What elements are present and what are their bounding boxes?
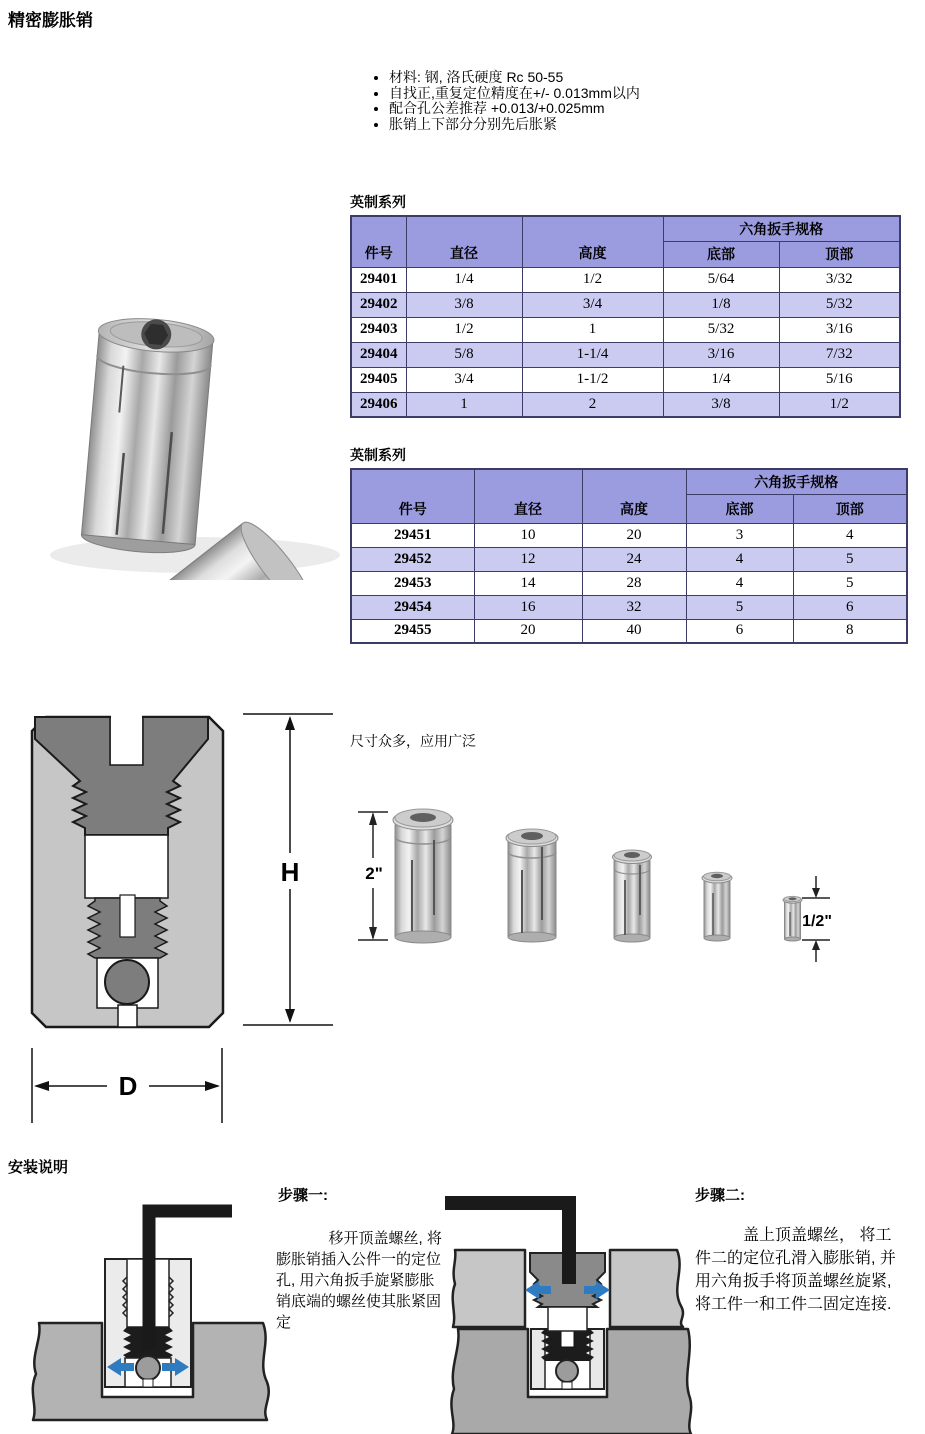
bottom-slit [118, 1005, 137, 1027]
col-header-diameter: 直径 [474, 469, 582, 523]
spec-item: • 胀销上下部分分别先后胀紧 [389, 117, 640, 133]
cell-diameter: 12 [474, 547, 582, 571]
table-row [351, 267, 900, 292]
d-dimension-label: D [118, 1071, 138, 1101]
size-pin-5 [783, 896, 802, 941]
step2-diagram [445, 1184, 695, 1434]
cell-diameter: 1/2 [406, 317, 522, 342]
metric-series-table [350, 468, 908, 644]
expansion-ball [136, 1356, 160, 1380]
cell-part: 29452 [351, 547, 474, 571]
cell-bottom: 1/8 [663, 292, 779, 317]
h-dimension-label: H [280, 857, 300, 887]
cell-diameter: 3/8 [406, 292, 522, 317]
cell-top: 3/16 [779, 317, 900, 342]
cell-diameter: 20 [474, 619, 582, 643]
col-header-diameter: 直径 [406, 216, 522, 267]
expansion-ball [556, 1360, 578, 1382]
cell-height: 40 [582, 619, 686, 643]
col-header-height: 高度 [522, 216, 663, 267]
cell-diameter: 16 [474, 595, 582, 619]
cell-diameter: 1/4 [406, 267, 522, 292]
table-row [351, 317, 900, 342]
size-pin-1 [393, 809, 453, 943]
table-row [351, 595, 907, 619]
table-row [351, 367, 900, 392]
cell-part: 29405 [351, 367, 406, 392]
inner-cavity [85, 835, 168, 898]
cell-bottom: 5/64 [663, 267, 779, 292]
workpiece-two-left [453, 1250, 525, 1327]
col-header-hex-group: 六角扳手规格 [663, 216, 900, 241]
size-pin-2 [506, 829, 558, 942]
cell-top: 1/2 [779, 392, 900, 417]
page-title: 精密膨胀销 [8, 11, 93, 30]
cell-bottom: 4 [686, 547, 793, 571]
cell-part: 29402 [351, 292, 406, 317]
workpiece-two-right [610, 1250, 683, 1327]
cell-part: 29455 [351, 619, 474, 643]
cell-top: 3/32 [779, 267, 900, 292]
screw-slot [120, 895, 135, 937]
cell-height: 3/4 [522, 292, 663, 317]
table2-label: 英制系列 [350, 447, 406, 463]
install-heading: 安装说明 [8, 1159, 69, 1176]
size-comparison [350, 785, 910, 970]
product-photo [20, 160, 350, 580]
col-header-top: 顶部 [793, 494, 907, 523]
step1-text: 移开顶盖螺丝, 将膨胀销插入公件一的定位孔, 用六角扳手旋紧膨胀销底端的螺丝使其胀紧固定 [276, 1230, 442, 1331]
cell-top: 5/16 [779, 367, 900, 392]
cell-diameter: 3/4 [406, 367, 522, 392]
imperial-series-table [350, 215, 901, 418]
table-row [351, 342, 900, 367]
cell-diameter: 14 [474, 571, 582, 595]
size-pin-4 [702, 872, 732, 941]
cell-height: 1 [522, 317, 663, 342]
two-inch-label: 2" [365, 864, 383, 883]
cell-height: 20 [582, 523, 686, 547]
cell-height: 32 [582, 595, 686, 619]
step2-text: 盖上顶盖螺丝， 将工件二的定位孔滑入膨胀销, 并用六角扳手将顶盖螺丝旋紧, 将工件一和工件二固定连接. [695, 1227, 896, 1313]
cell-part: 29401 [351, 267, 406, 292]
cross-section-diagram [25, 705, 340, 1135]
cell-part: 29451 [351, 523, 474, 547]
spec-item: • 材料: 钢, 洛氏硬度 Rc 50-55 [389, 70, 640, 86]
col-header-part: 件号 [351, 216, 406, 267]
cell-diameter: 5/8 [406, 342, 522, 367]
col-header-bottom: 底部 [686, 494, 793, 523]
col-header-bottom: 底部 [663, 241, 779, 267]
cell-part: 29404 [351, 342, 406, 367]
cell-top: 8 [793, 619, 907, 643]
step1-title: 步骤一: [278, 1187, 328, 1204]
table-row [351, 571, 907, 595]
cell-bottom: 5 [686, 595, 793, 619]
table1-label: 英制系列 [350, 194, 406, 210]
cell-part: 29453 [351, 571, 474, 595]
step1-diagram [25, 1184, 275, 1434]
cell-top: 5 [793, 547, 907, 571]
table-row [351, 547, 907, 571]
cell-top: 6 [793, 595, 907, 619]
cell-top: 5 [793, 571, 907, 595]
cell-bottom: 3/16 [663, 342, 779, 367]
standing-pin [79, 314, 215, 556]
col-header-hex-group: 六角扳手规格 [686, 469, 907, 494]
cell-bottom: 1/4 [663, 367, 779, 392]
cell-bottom: 3/8 [663, 392, 779, 417]
col-header-height: 高度 [582, 469, 686, 523]
cell-height: 1-1/4 [522, 342, 663, 367]
col-header-top: 顶部 [779, 241, 900, 267]
table-row [351, 292, 900, 317]
cell-bottom: 6 [686, 619, 793, 643]
size-pin-3 [613, 850, 652, 942]
cell-top: 7/32 [779, 342, 900, 367]
cell-height: 1-1/2 [522, 367, 663, 392]
cell-diameter: 1 [406, 392, 522, 417]
col-header-part: 件号 [351, 469, 474, 523]
cell-bottom: 5/32 [663, 317, 779, 342]
sizes-caption: 尺寸众多，应用广泛 [350, 733, 476, 749]
cell-top: 5/32 [779, 292, 900, 317]
half-inch-label: 1/2" [802, 913, 832, 930]
inner-cavity [548, 1307, 587, 1331]
cell-part: 29454 [351, 595, 474, 619]
cell-height: 2 [522, 392, 663, 417]
cell-height: 1/2 [522, 267, 663, 292]
cell-part: 29403 [351, 317, 406, 342]
cell-part: 29406 [351, 392, 406, 417]
step2-title: 步骤二: [695, 1187, 745, 1204]
spec-list [372, 70, 640, 132]
cell-diameter: 10 [474, 523, 582, 547]
cell-height: 28 [582, 571, 686, 595]
cell-top: 4 [793, 523, 907, 547]
table-row [351, 523, 907, 547]
spec-item: • 配合孔公差推荐 +0.013/+0.025mm [389, 101, 640, 117]
cell-bottom: 3 [686, 523, 793, 547]
cell-bottom: 4 [686, 571, 793, 595]
spec-item: • 自找正,重复定位精度在+/- 0.013mm以内 [389, 86, 640, 102]
expansion-ball [105, 960, 149, 1004]
table-row [351, 392, 900, 417]
cap-slot [111, 715, 142, 765]
cell-height: 24 [582, 547, 686, 571]
table-row [351, 619, 907, 643]
